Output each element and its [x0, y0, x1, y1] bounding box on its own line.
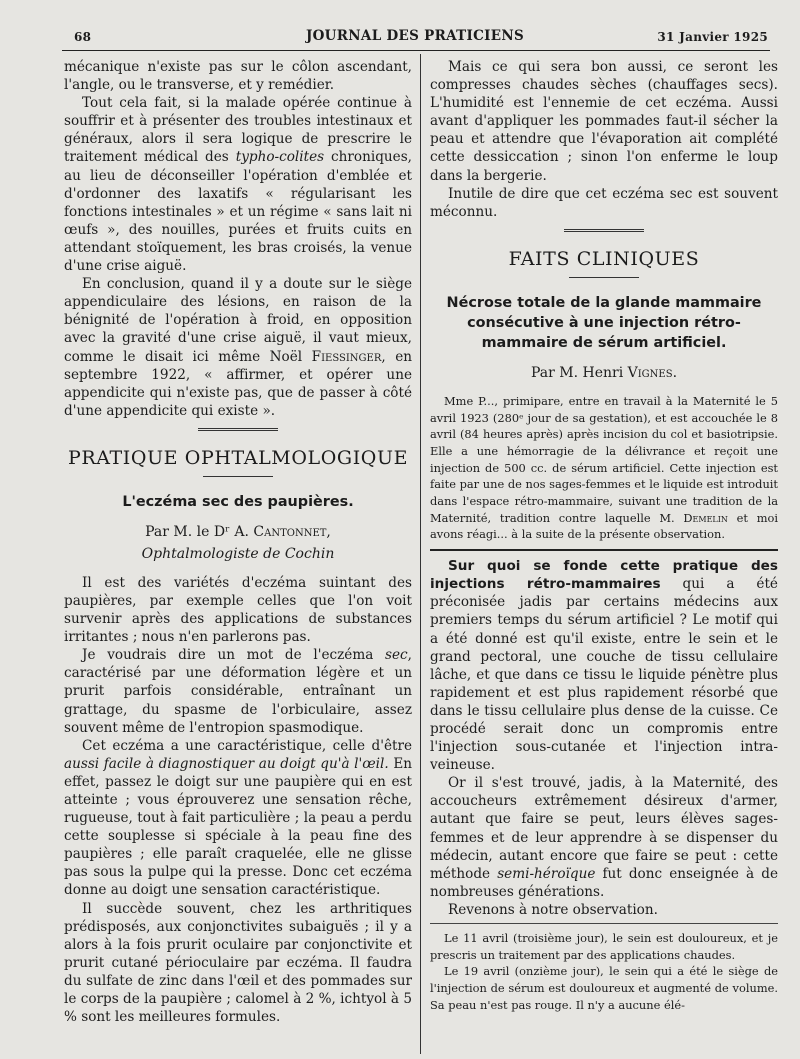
paragraph: Le 11 avril (troisième jour), le sein est douloureux, et je prescris un traitement par des applications chaudes. [430, 931, 778, 962]
paragraph: Mais ce qui sera bon aussi, ce seront les compresses chaudes sèches (chauffages secs). L'humidité est l'ennemie de cet eczéma. Aussi avant d'appliquer les pommades faut-il sécher la peau et attendre que l'évaporation ait complété cette dessiccation ; sinon l'on enferme le loup dans la bergerie. [430, 59, 778, 184]
left-column [64, 58, 412, 1026]
section-separator [564, 229, 644, 233]
paragraph: Tout cela fait, si la malade opérée continue à souffrir et à présenter des troubles intestinaux et généraux, alors il sera logique de prescrire le traitement médical des typho-colites chroniques, au lieu de déconseiller l'opération d'emblée et d'ordonner des laxatifs « régularisant les fonctions intestinales » et un régime « sans lait ni œufs », des nouilles, purées et fruits cuits en attendant stoïquement, les bras croisés, la venue d'une crise aiguë. [64, 95, 413, 275]
running-head [62, 28, 768, 48]
case-notes [430, 930, 778, 1014]
title-rule [569, 277, 639, 279]
paragraph: Cet eczéma a une caractéristique, celle d'être aussi facile à diagnostiquer au doigt qu'à l'œil. En effet, passez le doigt sur une paupière qui en est atteinte ; vous éprouverez une sensation rêche, rugueuse, tout à fait particulière ; la peau a perdu cette souplesse si spéciale à la peau fine des paupières ; elle paraît craquelée, elle ne glisse pas sous la pulpe qui la presse. Donc cet eczéma donne au doigt une sensation caractéristique. [64, 737, 412, 899]
right-column [430, 58, 778, 1014]
paragraph: Revenons à notre observation. [448, 901, 658, 918]
issue-date: 31 Janvier 1925 [657, 30, 768, 44]
header-rule [62, 50, 770, 51]
rule [430, 549, 778, 551]
paragraph: Il est des variétés d'eczéma suintant des paupières, par exemple celles que l'on voit survenir après des applications de substances irritantes ; nous n'en parlerons pas. [64, 574, 412, 646]
paragraph: Le 19 avril (onzième jour), le sein qui a été le siège de l'injection de sérum est douloureux et augmenté de volume. Sa peau n'est pas rouge. Il n'y a aucune élé- [430, 964, 778, 1012]
paragraph: Mme P..., primipare, entre en travail à la Maternité le 5 avril 1923 (280ᵉ jour de sa gestation), et est accouchée le 8 avril (84 heures après) après incision du col et basiotripsie. Elle a une hémorragie de la délivrance et reçoit une injection de 500 cc. de sérum artificiel. Cette injection est faite par une de nos sages-femmes et le liquide est introduit dans l'espace rétro-mammaire, suivant une tradition de la Maternité, tradition contre laquelle M. Demelin et moi avons réagi... à la suite de la présente observation. [430, 393, 778, 542]
column-divider [420, 54, 421, 1054]
byline: Par M. Henri Vignes. [530, 364, 678, 381]
paragraph: Or il s'est trouvé, jadis, à la Maternité, des accoucheurs extrêmement désireux d'armer, autant que faire se peut, leurs élèves sages-femmes et de leur apprendre à se dispenser du médecin, autant encore que faire se peut : cette méthode semi-héroïque fut donc enseignée à de nombreuses générations. [430, 775, 778, 900]
paragraph: mécanique n'existe pas sur le côlon ascendant, l'angle, ou le transverse, et y remédier. [64, 59, 412, 94]
page-number: 68 [74, 30, 92, 44]
section-title: FAITS CLINIQUES [508, 247, 700, 270]
paragraph: Inutile de dire que cet eczéma sec est souvent méconnu. [430, 185, 778, 220]
journal-title: JOURNAL DES PRATICIENS [305, 28, 525, 44]
paragraph: Sur quoi se fonde cette pratique des injections rétro-mammaires qui a été préconisée jadis par certains médecins aux premiers temps du sérum artificiel ? Le motif qui a été donné est qu'il existe, entre le sein et le grand pectoral, une couche de tissu cellulaire lâche, et que dans ce tissu le liquide pénètre plus rapidement et est plus rapidement résorbé que dans le tissu cellulaire plus dense de la cuisse. Ce procédé serait donc un compromis entre l'injection sous-cutanée et l'injection intra-veineuse. [430, 558, 778, 774]
author-name: Fiessinger [311, 348, 382, 365]
title-rule [203, 476, 273, 478]
paragraph: Je voudrais dire un mot de l'eczéma sec, caractérisé par une déformation légère et un prurit parfois considérable, entraînant un grattage, du spasme de l'orbiculaire, assez souvent même de l'entropion spasmodique. [64, 647, 412, 736]
section-title: PRATIQUE OPHTALMOLOGIQUE [67, 446, 409, 469]
byline: Par M. le Dʳ A. Cantonnet, [145, 523, 331, 540]
paragraph: Il succède souvent, chez les arthritiques prédisposés, aux conjonctivites subaiguës ; il y a alors à la fois prurit oculaire par conjonctivite et prurit cutané périoculaire par eczéma. Il faudra du sulfate de zinc dans l'œil et des pommades sur le corps de la paupière ; calomel à 2 %, ichtyol à 5 % sont les meilleures formules. [64, 900, 412, 1026]
section-separator [198, 428, 278, 432]
case-summary [430, 393, 778, 543]
paragraph: En conclusion, quand il y a doute sur le siège appendiculaire des lésions, en raison de la bénignité de l'opération à froid, en opposition avec la gravité d'une crise aiguë, il vaut mieux, comme le disait ici même Noël Fiessinger, en septembre 1922, « affirmer, et opérer une appendicite qui n'existe pas, que de passer à côté d'une appendicite qui existe ». [64, 276, 412, 419]
article-title: L'eczéma sec des paupières. [122, 493, 354, 510]
author-affiliation: Ophtalmologiste de Cochin [141, 545, 335, 562]
article-title: Nécrose totale de la glande mammaire consécutive à une injection rétro-mammaire de sérum artificiel. [446, 294, 762, 351]
rule [430, 923, 778, 924]
